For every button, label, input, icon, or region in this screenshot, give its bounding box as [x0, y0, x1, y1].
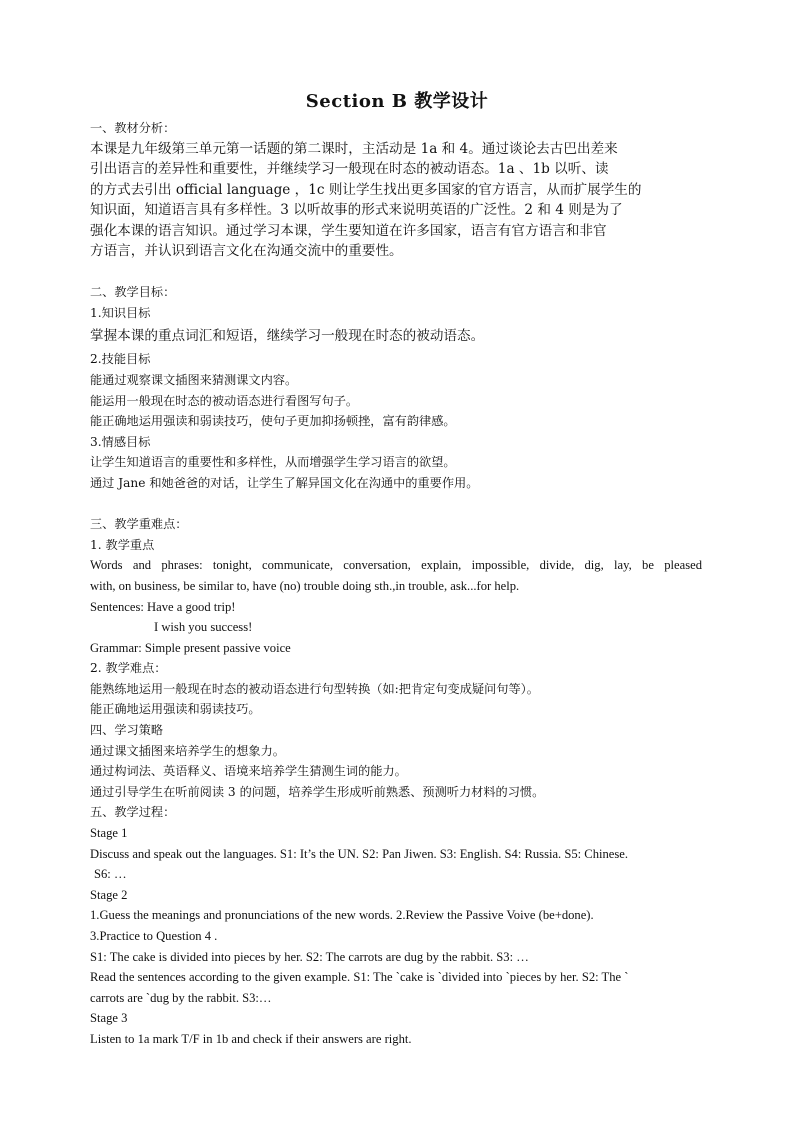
- key-points-label: 1. 教学重点: [90, 537, 155, 552]
- stage-label: Stage 2: [90, 887, 128, 902]
- stage-text-line: S6: …: [94, 867, 127, 882]
- stage-text-line: 1.Guess the meanings and pronunciations of the new words. 2.Review the Passive Voive (be+done).: [90, 908, 594, 923]
- sentences-line: Sentences: Have a good trip!: [90, 599, 236, 614]
- emotion-objective-label: 3.情感目标: [90, 434, 151, 449]
- words-and-phrases-line: Words and phrases: tonight, communicate, conversation, explain, impossible, divide, dig, lay, be pleased: [90, 558, 702, 573]
- section-heading-materials: 一、教材分析：: [90, 121, 176, 135]
- document-body: [90, 118, 702, 1050]
- materials-analysis-paragraph: [90, 139, 702, 262]
- paragraph-line: 知识面，知道语言具有多样性。3 以听故事的形式来说明英语的广泛性。2 和 4 则是为了: [90, 202, 623, 219]
- section-heading-key-points: 三、教学重难点：: [90, 517, 188, 532]
- sentences-line: I wish you success!: [154, 620, 253, 635]
- strategy-item: 通过课文插图来培养学生的想象力。: [90, 743, 285, 758]
- strategy-item: 通过构词法、英语释义、语境来培养学生猜测生词的能力。: [90, 764, 407, 779]
- difficult-point-item: 能正确地运用强读和弱读技巧。: [90, 702, 261, 717]
- paragraph-line: 引出语言的差异性和重要性，并继续学习一般现在时态的被动语态。1a 、1b 以听、读: [90, 161, 609, 178]
- paragraph-line: 强化本课的语言知识。通过学习本课，学生要知道在许多国家，语言有官方语言和非官: [90, 222, 607, 239]
- stage-text-line: 3.Practice to Question 4 .: [90, 929, 218, 943]
- stage-text-line: Listen to 1a mark T/F in 1b and check if their answers are right.: [90, 1031, 412, 1046]
- stage-text-line: carrots are `dug by the rabbit. S3:…: [90, 990, 272, 1005]
- section-heading-process: 五、教学过程：: [90, 805, 176, 820]
- stage-text-line: S1: The cake is divided into pieces by her. S2: The carrots are dug by the rabbit. S3: …: [90, 949, 529, 964]
- skill-objective-item: 能运用一般现在时态的被动语态进行看图写句子。: [90, 393, 359, 408]
- paragraph-line: 方语言，并认识到语言文化在沟通交流中的重要性。: [90, 243, 403, 260]
- section-heading-objectives: 二、教学目标：: [90, 285, 176, 300]
- page-title: Section B 教学设计: [305, 91, 489, 112]
- blank-line: [90, 494, 702, 515]
- stage-text-line: Read the sentences according to the given example. S1: The `cake is `divided into `pieces by her. S2: The `: [90, 970, 629, 985]
- blank-line: [90, 262, 702, 283]
- emotion-objective-item: 让学生知道语言的重要性和多样性，从而增强学生学习语言的欲望。: [90, 455, 456, 470]
- stage-label: Stage 1: [90, 826, 128, 841]
- difficult-points-label: 2. 教学难点：: [90, 661, 167, 676]
- skill-objective-item: 能通过观察课文插图来猜测课文内容。: [90, 372, 298, 387]
- skill-objective-item: 能正确地运用强读和弱读技巧，使句子更加抑扬顿挫，富有韵律感。: [90, 414, 456, 429]
- paragraph-line: 本课是九年级第三单元第一话题的第二课时，主活动是 1a 和 4。通过谈论去古巴出差来: [90, 140, 618, 157]
- stage-label: Stage 3: [90, 1011, 128, 1026]
- grammar-line: Grammar: Simple present passive voice: [90, 640, 291, 655]
- stage-text-line: Discuss and speak out the languages. S1: It’s the UN. S2: Pan Jiwen. S3: English. S4: Russia. S5: Chinese.: [90, 846, 629, 861]
- emotion-objective-item: 通过 Jane 和她爸爸的对话，让学生了解异国文化在沟通中的重要作用。: [90, 475, 479, 490]
- difficult-point-item: 能熟练地运用一般现在时态的被动语态进行句型转换（如:把肯定句变成疑问句等）。: [90, 681, 539, 696]
- skill-objective-label: 2.技能目标: [90, 352, 151, 367]
- strategy-item: 通过引导学生在听前阅读 3 的问题，培养学生形成听前熟悉、预测听力材料的习惯。: [90, 784, 545, 799]
- paragraph-line: 的方式去引出 official language ，1c 则让学生找出更多国家的官方语言，从而扩展学生的: [90, 181, 642, 198]
- words-and-phrases-line: with, on business, be similar to, have (no) trouble doing sth.,in trouble, ask...for help.: [90, 578, 520, 593]
- knowledge-objective-label: 1.知识目标: [90, 305, 151, 320]
- section-heading-strategies: 四、学习策略: [90, 723, 164, 738]
- knowledge-objective-text: 掌握本课的重点词汇和短语，继续学习一般现在时态的被动语态。: [90, 328, 485, 345]
